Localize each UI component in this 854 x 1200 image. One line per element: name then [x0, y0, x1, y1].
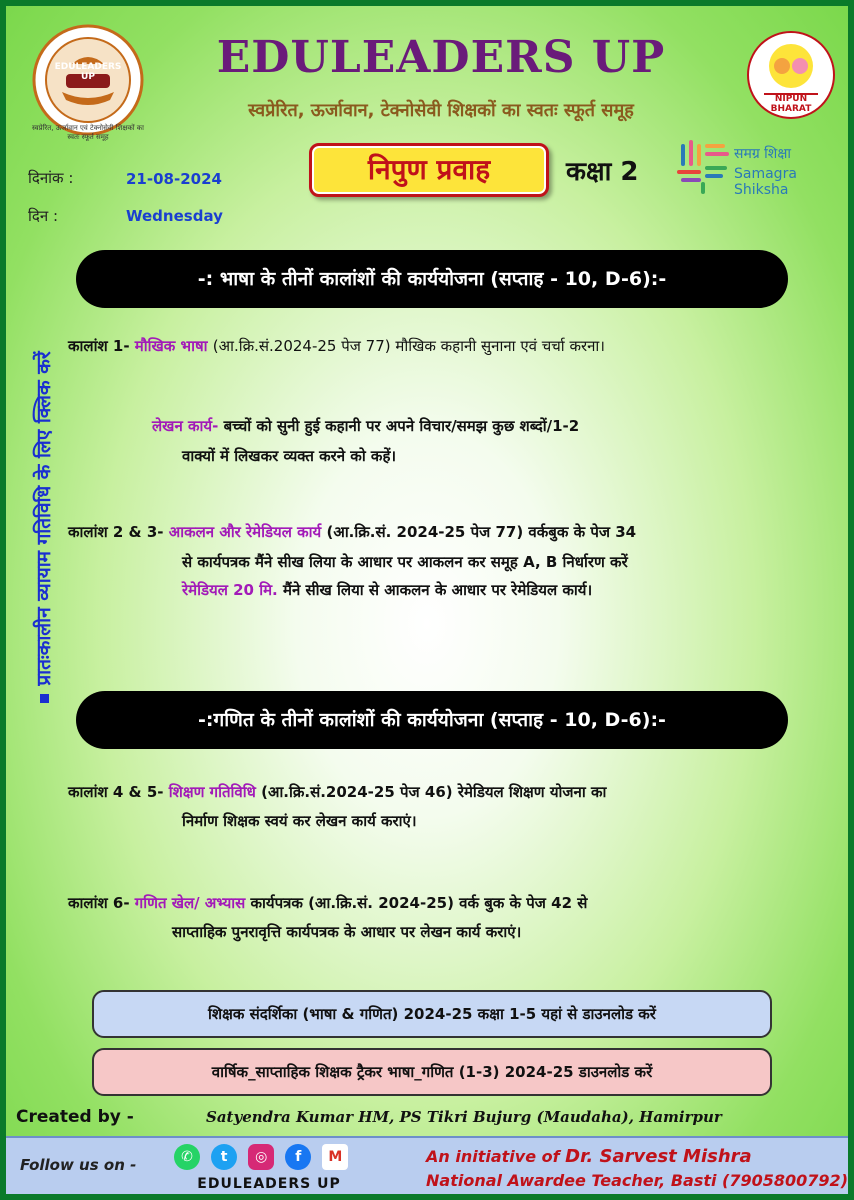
facebook-icon[interactable]: f	[285, 1144, 311, 1170]
k1-highlight: मौखिक भाषा	[134, 337, 208, 355]
teacher-guide-download-link[interactable]: शिक्षक संदर्शिका (भाषा & गणित) 2024-25 कक्षा 1-5 यहां से डाउनलोड करें	[92, 990, 772, 1038]
tagline: स्वप्रेरित, ऊर्जावान, टेक्नोसेवी शिक्षकों का स्वतः स्फूर्त समूह	[248, 100, 634, 121]
k45-rest: (आ.क्रि.सं.2024-25 पेज 46) रेमेडियल शिक्षण योजना का	[261, 783, 607, 801]
k23-highlight: आकलन और रेमेडियल कार्य	[168, 523, 322, 541]
k6-prefix: कालांश 6-	[68, 894, 130, 912]
k23-line3	[182, 578, 832, 603]
whatsapp-icon[interactable]: ✆	[174, 1144, 200, 1170]
k23-rest: (आ.क्रि.सं. 2024-25 पेज 77) वर्कबुक के पेज 34	[326, 523, 637, 541]
writing-highlight: लेखन कार्य-	[152, 417, 219, 435]
date-value: 21-08-2024	[126, 170, 222, 188]
created-by-label: Created by -	[16, 1107, 134, 1127]
bullet-icon	[40, 694, 49, 703]
k23-line2: से कार्यपत्रक मैंने सीख लिया के आधार पर आकलन कर समूह A, B निर्धारण करें	[182, 553, 628, 571]
math-section-heading: -:गणित के तीनों कालांशों की कार्ययोजना (सप्ताह - 10, D-6):-	[76, 691, 788, 749]
teacher-tracker-download-link[interactable]: वार्षिक_साप्ताहिक शिक्षक ट्रैकर भाषा_गणित (1-3) 2024-25 डाउनलोड करें	[92, 1048, 772, 1096]
date-label: दिनांक :	[28, 169, 74, 187]
awardee-line: National Awardee Teacher, Basti (7905800792)	[426, 1171, 848, 1190]
initiative-line	[426, 1146, 752, 1167]
writing-line1: बच्चों को सुनी हुई कहानी पर अपने विचार/समझ कुछ शब्दों/1-2	[223, 417, 580, 435]
day-value: Wednesday	[126, 207, 223, 225]
creator-name: Satyendra Kumar HM, PS Tikri Bujurg (Maudaha), Hamirpur	[206, 1108, 722, 1126]
writing-work	[152, 414, 832, 439]
footer-brand: EDULEADERS UP	[197, 1176, 341, 1192]
gmail-icon[interactable]: M	[322, 1144, 348, 1170]
k45-highlight: शिक्षण गतिविधि	[168, 783, 256, 801]
logo-text: EDULEADERS UP	[54, 62, 122, 82]
twitter-icon[interactable]: t	[211, 1144, 237, 1170]
nipun-pravah-title: निपुण प्रवाह	[309, 143, 549, 197]
k6-highlight: गणित खेल/ अभ्यास	[134, 894, 246, 912]
morning-exercise-link[interactable]	[30, 292, 60, 762]
k23-line3-rest: मैंने सीख लिया से आकलन के आधार पर रेमेडियल कार्य।	[283, 581, 593, 599]
nipun-logo-text: NIPUN BHARAT	[770, 94, 812, 114]
initiative-name: Dr. Sarvest Mishra	[565, 1146, 752, 1167]
brand-title: EDULEADERS UP	[216, 32, 666, 83]
k6-line2: साप्ताहिक पुनरावृत्ति कार्यपत्रक के आधार पर लेखन कार्य कराएं।	[172, 923, 522, 941]
kalansh-1	[68, 334, 828, 359]
samagra-shiksha-icon	[673, 138, 731, 194]
k6-rest: कार्यपत्रक (आ.क्रि.सं. 2024-25) वर्क बुक के पेज 42 से	[250, 894, 588, 912]
social-icons	[174, 1144, 354, 1170]
side-link-text: प्रातःकालीन व्यायाम गतिविधि के लिए क्लिक करें	[33, 351, 55, 686]
k45-line2: निर्माण शिक्षक स्वयं कर लेखन कार्य कराएं।	[182, 812, 417, 830]
kalansh-4-5	[68, 780, 838, 805]
writing-line2: वाक्यों में लिखकर व्यक्त करने को कहें।	[182, 447, 397, 465]
logo-caption: स्वप्रेरित, ऊर्जावान एवं टेक्नोसेवी शिक्षकों का स्वतः स्फूर्त समूह	[32, 124, 144, 141]
initiative-prefix: An initiative of	[426, 1147, 560, 1166]
kalansh-6	[68, 891, 838, 916]
k1-rest: (आ.क्रि.सं.2024-25 पेज 77) मौखिक कहानी सुनाना एवं चर्चा करना।	[212, 337, 605, 355]
samagra-hi: समग्र शिक्षा	[734, 146, 791, 162]
class-label: कक्षा 2	[566, 157, 639, 187]
language-section-heading: -: भाषा के तीनों कालांशों की कार्ययोजना (सप्ताह - 10, D-6):-	[76, 250, 788, 308]
k1-prefix: कालांश 1-	[68, 337, 130, 355]
k45-prefix: कालांश 4 & 5-	[68, 783, 164, 801]
day-label: दिन :	[28, 207, 58, 225]
samagra-en: Samagra Shiksha	[734, 166, 797, 198]
k23-line3-highlight: रेमेडियल 20 मि.	[182, 581, 278, 599]
follow-us-label: Follow us on -	[20, 1156, 137, 1174]
instagram-icon[interactable]: ◎	[248, 1144, 274, 1170]
k23-prefix: कालांश 2 & 3-	[68, 523, 164, 541]
kalansh-2-3	[68, 520, 838, 545]
